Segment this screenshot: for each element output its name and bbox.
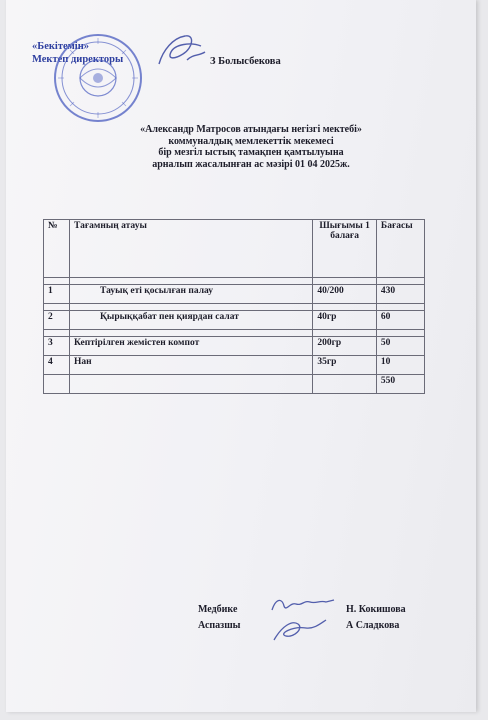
header-number: №	[44, 220, 70, 278]
signature-roles	[198, 602, 240, 634]
document-sheet	[6, 0, 476, 712]
title-line: арналып жасалынған ас мәзірі 01 04 2025ж.	[152, 158, 350, 170]
header-yield: Шығымы 1 балаға	[313, 220, 377, 278]
row-price: 60	[376, 311, 424, 330]
cook-signature-icon	[268, 616, 330, 644]
row-yield: 40гр	[313, 311, 377, 330]
table-spacer-row	[44, 278, 425, 285]
row-dish-name: Қырыққабат пен қиярдан салат	[70, 311, 313, 330]
header-dish-name: Тағамның атауы	[70, 220, 313, 278]
header-price: Бағасы	[376, 220, 424, 278]
row-dish-name: Кептірілген жемістен компот	[70, 337, 313, 356]
total-price: 550	[376, 375, 424, 394]
menu-table	[43, 219, 425, 394]
director-signature-icon	[151, 30, 213, 74]
document-title	[96, 124, 406, 170]
school-stamp-icon	[52, 32, 144, 124]
table-spacer-row	[44, 330, 425, 337]
row-number: 3	[44, 337, 70, 356]
title-line: бір мезгіл ыстық тамақпен қамтылуына	[158, 147, 344, 158]
table-row	[44, 337, 425, 356]
row-dish-name: Тауық еті қосылған палау	[70, 285, 313, 304]
table-header-row	[44, 220, 425, 278]
cook-role: Аспазшы	[198, 620, 241, 631]
title-line: коммуналдық мемлекеттік мекемесі	[168, 135, 334, 147]
row-number: 4	[44, 356, 70, 375]
row-number: 1	[44, 285, 70, 304]
signature-names	[346, 602, 406, 634]
row-price: 10	[376, 356, 424, 375]
title-line: «Александр Матросов атындағы негізгі мектебі»	[140, 124, 362, 135]
table-total-row	[44, 375, 425, 394]
table-spacer-row	[44, 304, 425, 311]
cook-name: А Сладкова	[346, 620, 400, 631]
nurse-role: Медбике	[198, 604, 238, 615]
row-price: 50	[376, 337, 424, 356]
nurse-name: Н. Кокишова	[346, 604, 406, 615]
row-number: 2	[44, 311, 70, 330]
nurse-signature-icon	[268, 594, 338, 616]
table-row	[44, 285, 425, 304]
director-name: З Болысбекова	[210, 56, 281, 67]
row-yield: 40/200	[313, 285, 377, 304]
row-dish-name: Нан	[70, 356, 313, 375]
table-row	[44, 356, 425, 375]
approval-label: «Бекітемін»	[32, 41, 90, 52]
table-row	[44, 311, 425, 330]
row-price: 430	[376, 285, 424, 304]
row-yield: 200гр	[313, 337, 377, 356]
row-yield: 35гр	[313, 356, 377, 375]
director-position: Мектеп директоры	[32, 54, 124, 65]
